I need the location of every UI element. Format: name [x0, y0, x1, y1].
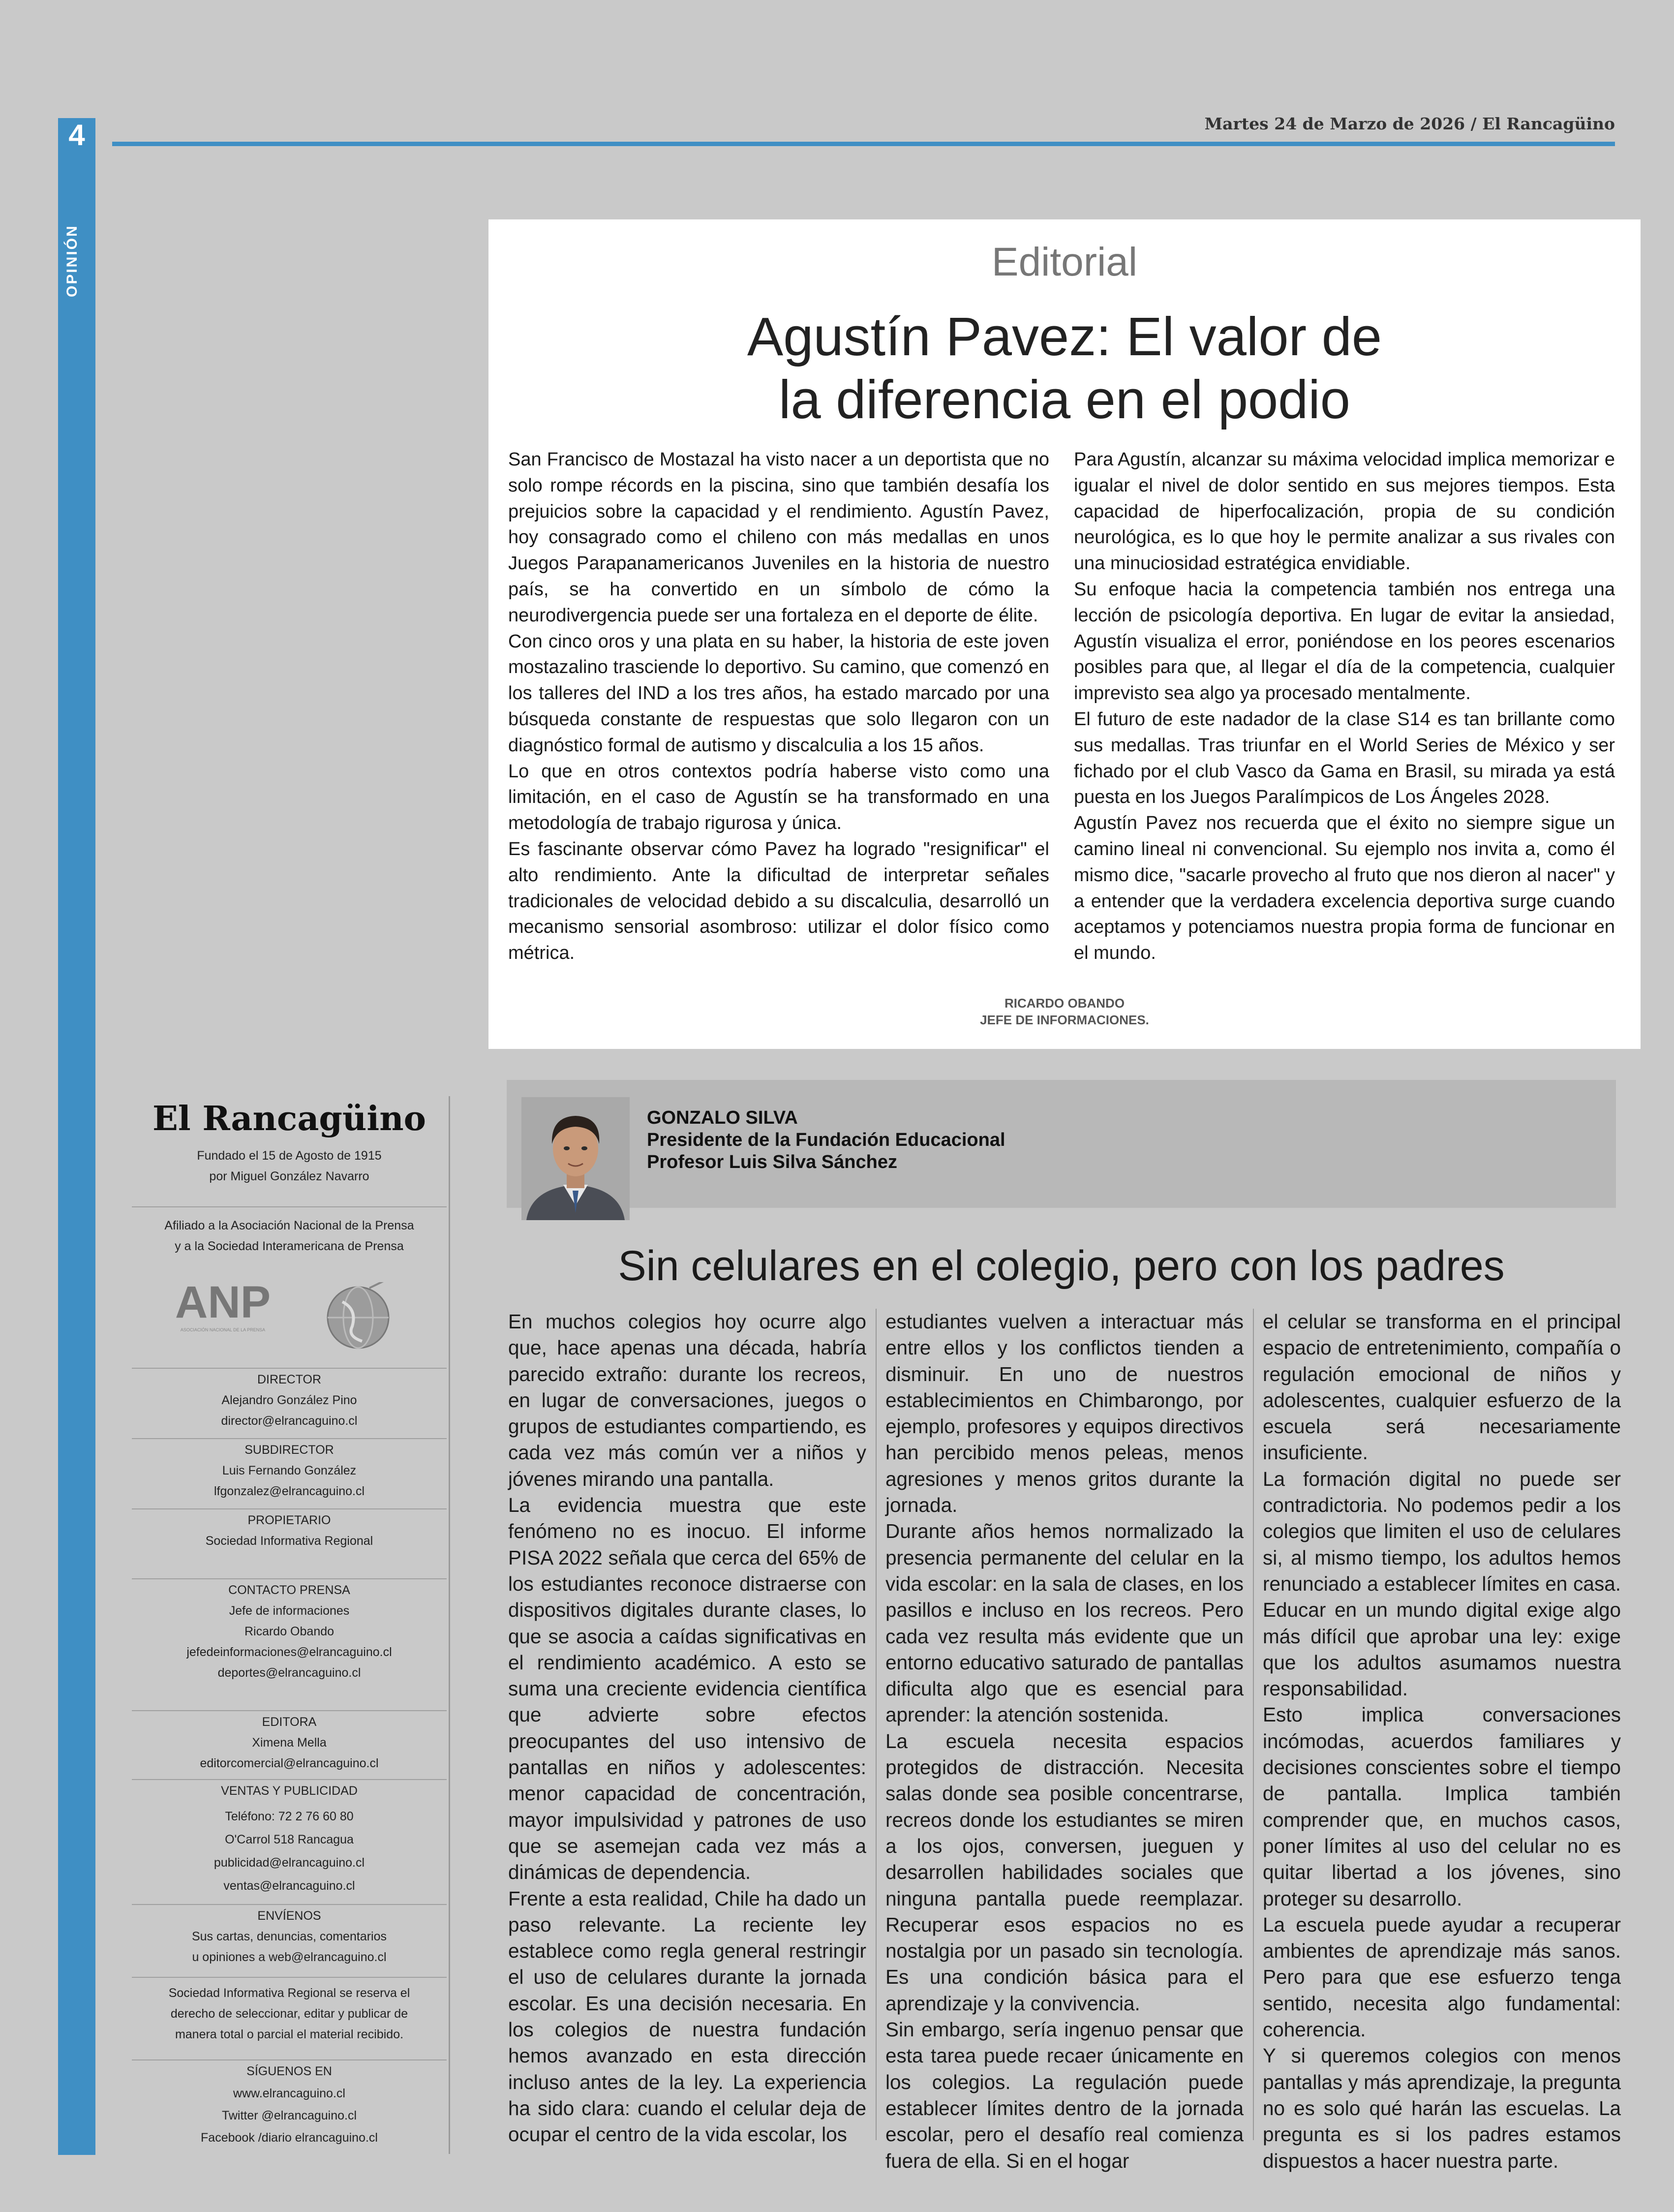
- author-role: Presidente de la Fundación Educacional: [647, 1130, 1005, 1150]
- follow-web-link[interactable]: www.elrancaguino.cl: [233, 2087, 345, 2100]
- director-name: Alejandro González Pino: [221, 1393, 357, 1407]
- divider: [132, 1904, 447, 1905]
- editorial-kicker: Editorial: [991, 240, 1138, 284]
- subdirector-label: SUBDIRECTOR: [244, 1443, 334, 1457]
- paragraph: La escuela puede ayudar a recuperar ambientes de aprendizaje más sanos. Pero para que ese esfuerzo tenga sentido, necesita algo fundamental: coherencia.: [1263, 1913, 1621, 2041]
- send-label: ENVÍENOS: [257, 1909, 321, 1923]
- paragraph: estudiantes vuelven a interactuar más entre ellos y los conflictos tienden a disminuir. En uno de nuestros establecimientos en Chimbarongo, por ejemplo, profesores y equipos directivos han percibido menos peleas, menos agresiones y menos gritos durante la jornada.: [885, 1310, 1244, 1517]
- disclaimer-text: Sociedad Informativa Regional se reserva el: [168, 1986, 410, 2000]
- divider: [132, 1508, 447, 1509]
- anp-logo-subtext: ASOCIACIÓN NACIONAL DE LA PRENSA: [180, 1327, 266, 1332]
- column-divider: [1253, 1309, 1254, 2140]
- director-label: DIRECTOR: [257, 1373, 322, 1386]
- section-label: OPINIÓN: [64, 224, 80, 297]
- paragraph: La escuela necesita espacios protegidos de distracción. Necesita salas donde sea posible concentrarse, recreos donde los estudiantes se miren a los ojos, conversen, jueguen y desarrollen habilidades sociales que ninguna pantalla puede reemplazar. Recuperar esos espacios no es nostalgia por un pasado sin tecnología. Es una condición básica para el aprendizaje y la convivencia.: [885, 1729, 1244, 2015]
- sales-phone: Teléfono: 72 2 76 60 80: [225, 1810, 354, 1823]
- editorial-title-line: Agustín Pavez: El valor de: [747, 307, 1382, 367]
- send-text: Sus cartas, denuncias, comentarios: [191, 1930, 387, 1943]
- divider: [132, 1368, 447, 1369]
- paragraph: Su enfoque hacia la competencia también nos entrega una lección de psicología deportiva. En lugar de evitar la ansiedad, Agustín visualiza el error, poniéndose en los peores escenarios posibles para que, al llegar el día de la competencia, cualquier imprevisto sea algo ya procesado mentalmente.: [1074, 579, 1615, 704]
- owner-label: PROPIETARIO: [247, 1513, 331, 1527]
- divider: [132, 2059, 447, 2060]
- header-rule: [112, 142, 1615, 146]
- divider: [132, 1438, 447, 1439]
- subdirector-name: Luis Fernando González: [222, 1464, 357, 1477]
- editorial-signature: [488, 995, 1641, 1028]
- director-email[interactable]: director@elrancaguino.cl: [221, 1414, 358, 1428]
- column-title: Sin celulares en el colegio, pero con los padres: [618, 1242, 1505, 1290]
- section-band: [58, 118, 95, 2155]
- editorial-column-1: [508, 447, 1049, 966]
- column-text-3: [1263, 1309, 1621, 2174]
- editorial-title: [587, 306, 1542, 431]
- subdirector-email[interactable]: lfgonzalez@elrancaguino.cl: [213, 1484, 365, 1498]
- sales-email[interactable]: ventas@elrancaguino.cl: [223, 1879, 355, 1893]
- press-label: CONTACTO PRENSA: [228, 1583, 350, 1597]
- paragraph: Y si queremos colegios con menos pantallas y más aprendizaje, la pregunta no es solo qué harán las escuelas. La pregunta es si los padres estamos dispuestos a hacer nuestra parte.: [1263, 2044, 1621, 2172]
- sales-email[interactable]: publicidad@elrancaguino.cl: [213, 1856, 365, 1870]
- founded-text: Fundado el 15 de Agosto de 1915: [197, 1149, 382, 1163]
- paragraph: La evidencia muestra que este fenómeno no es inocuo. El informe PISA 2022 señala que cerca del 65% de los estudiantes reconoce distraerse con dispositivos digitales durante clases, lo que se asocia a caídas significativas en el rendimiento académico. A esto se suma una creciente evidencia científica que advierte sobre efectos preocupantes del uso intensivo de pantallas en niños y adolescentes: menor capacidad de concentración, mayor impulsividad y patrones de uso que se asemejan cada vez más a dinámicas de dependencia.: [508, 1494, 866, 1884]
- paragraph: Agustín Pavez nos recuerda que el éxito no siempre sigue un camino lineal ni convencional. Su ejemplo nos invita a, como él mismo dice, "sacarle provecho al fruto que nos dieron al nacer" y a entender que la verdadera excelencia deportiva surge cuando aceptamos y potenciamos nuestra propia forma de funcionar en el mundo.: [1074, 813, 1615, 964]
- follow-facebook-link[interactable]: Facebook /diario elrancaguino.cl: [201, 2131, 378, 2145]
- anp-logo: [176, 1278, 270, 1352]
- paragraph: Esto implica conversaciones incómodas, acuerdos familiares y decisiones conscientes sobre el tiempo de pantalla. Implica también comprender que, en muchos casos, poner límites al uso del celular no es quitar libertad a los jóvenes, sino proteger su desarrollo.: [1263, 1703, 1621, 1910]
- paragraph: el celular se transforma en el principal espacio de entretenimiento, compañía o regulación emocional de niños y adolescentes, cualquier esfuerzo de la escuela será necesariamente insuficiente.: [1263, 1310, 1621, 1464]
- sales-label: VENTAS Y PUBLICIDAD: [221, 1784, 358, 1798]
- column-divider: [876, 1309, 877, 2140]
- paragraph: Para Agustín, alcanzar su máxima velocidad implica memorizar e igualar el nivel de dolor sentido en sus mejores tiempos. Esta capacidad de hiperfocalización, propia de su condición neurológica, es lo que hoy le permite analizar a sus rivales con una minuciosidad estratégica envidiable.: [1074, 449, 1615, 574]
- dateline: Martes 24 de Marzo de 2026 / El Rancagüino: [1204, 114, 1615, 133]
- divider: [132, 1206, 447, 1207]
- paragraph: En muchos colegios hoy ocurre algo que, hace apenas una década, habría parecido extraño: durante los recreos, en lugar de conversaciones, juegos o grupos de estudiantes compartiendo, es cada vez más común ver a niños y jóvenes mirando una pantalla.: [508, 1310, 866, 1490]
- paragraph: Es fascinante observar cómo Pavez ha logrado "resignificar" el alto rendimiento. Ante la dificultad de interpretar señales tradicionales de velocidad debido a su discalculia, desarrolló un mecanismo sensorial asombroso: utilizar el dolor físico como métrica.: [508, 838, 1049, 964]
- divider: [132, 1779, 447, 1780]
- paragraph: San Francisco de Mostazal ha visto nacer a un deportista que no solo rompe récords en la piscina, sino que también desafía los prejuicios sobre la capacidad y el rendimiento. Agustín Pavez, hoy consagrado como el chileno con más medallas en unos Juegos Parapanamericanos Juveniles en la historia de nuestro país, se ha convertido en un símbolo de cómo la neurodivergencia puede ser una fortaleza en el deporte de élite.: [508, 449, 1049, 626]
- disclaimer-text: manera total o parcial el material recibido.: [175, 2028, 404, 2041]
- paragraph: Lo que en otros contextos podría haberse visto como una limitación, en el caso de Agustín se ha transformado en una metodología de trabajo rigurosa y única.: [508, 761, 1049, 834]
- author-name: GONZALO SILVA: [647, 1107, 798, 1128]
- press-name: Ricardo Obando: [244, 1625, 335, 1638]
- signature-role: JEFE DE INFORMACIONES.: [980, 1013, 1149, 1027]
- affiliation-text: y a la Sociedad Interamericana de Prensa: [175, 1239, 404, 1253]
- press-email[interactable]: deportes@elrancaguino.cl: [217, 1666, 361, 1680]
- paragraph: La formación digital no puede ser contradictoria. No podemos pedir a los colegios que limiten el uso de celulares si, al mismo tiempo, los adultos hemos renunciado a establecer límites en casa. Educar en un mundo digital exige algo más difícil que aprobar una ley: exige que los adultos asumamos nuestra responsabilidad.: [1263, 1467, 1621, 1700]
- disclaimer-text: derecho de seleccionar, editar y publicar de: [170, 2007, 408, 2021]
- masthead-title: El Rancagüino: [152, 1099, 426, 1138]
- editorial-box: [488, 219, 1641, 1049]
- anp-logo-text: ANP: [176, 1278, 270, 1327]
- signature-name: RICARDO OBANDO: [1004, 996, 1125, 1011]
- paragraph: Durante años hemos normalizado la presencia permanente del celular en la vida escolar: en la sala de clases, en los pasillos e incluso en los recreos. Pero cada vez resulta más evidente que un entorno educativo saturado de pantallas dificulta algo que es esencial para aprender: la atención sostenida.: [885, 1520, 1244, 1726]
- paragraph: Con cinco oros y una plata en su haber, la historia de este joven mostazalino trasciende lo deportivo. Su camino, que comenzó en los talleres del IND a los tres años, ha estado marcado por una búsqueda constante de respuestas que solo llegaron con un diagnóstico formal de autismo y discalculia a los 15 años.: [508, 631, 1049, 756]
- page-number: 4: [68, 119, 85, 152]
- divider: [132, 1578, 447, 1579]
- divider: [132, 1710, 447, 1711]
- divider: [132, 1977, 447, 1978]
- paragraph: Sin embargo, sería ingenuo pensar que esta tarea puede recaer únicamente en los colegios. La regulación puede establecer límites dentro de la jornada escolar, pero el desafío real comienza fuera de ella. Si en el hogar: [885, 2018, 1244, 2172]
- send-text: u opiniones a web@elrancaguino.cl: [192, 1950, 387, 1964]
- affiliation-text: Afiliado a la Asociación Nacional de la Prensa: [164, 1219, 414, 1232]
- author-info: [647, 1107, 1005, 1173]
- editor-label: EDITORA: [262, 1715, 317, 1729]
- editor-name: Ximena Mella: [252, 1736, 327, 1750]
- editorial-column-2: [1074, 447, 1615, 966]
- owner-name: Sociedad Informativa Regional: [205, 1534, 373, 1548]
- sales-address: O'Carrol 518 Rancagua: [225, 1833, 354, 1846]
- column-text-2: [885, 1309, 1244, 2174]
- masthead: [127, 1096, 452, 2154]
- follow-label: SÍGUENOS EN: [246, 2064, 332, 2078]
- author-photo: [521, 1097, 630, 1220]
- paragraph: El futuro de este nadador de la clase S14 es tan brillante como sus medallas. Tras triunfar en el World Series de México y ser fichado por el club Vasco da Gama en Brasil, su mirada ya está puesta en los Juegos Paralímpicos de Los Ángeles 2028.: [1074, 708, 1615, 808]
- globe-icon: [323, 1282, 394, 1353]
- paragraph: Frente a esta realidad, Chile ha dado un paso relevante. La reciente ley establece como regla general restringir el uso de celulares durante la jornada escolar. Es una decisión necesaria. En los colegios de nuestra fundación hemos avanzado en esta dirección incluso antes de la ley. La experiencia ha sido clara: cuando el celular deja de ocupar el centro de la vida escolar, los: [508, 1887, 866, 2146]
- founder-text: por Miguel González Navarro: [209, 1169, 369, 1183]
- follow-twitter-link[interactable]: Twitter @elrancaguino.cl: [221, 2109, 357, 2122]
- press-email[interactable]: jefedeinformaciones@elrancaguino.cl: [186, 1645, 392, 1659]
- column-text-1: [508, 1309, 866, 2148]
- editor-email[interactable]: editorcomercial@elrancaguino.cl: [200, 1756, 379, 1770]
- author-header: [507, 1080, 1616, 1208]
- press-role: Jefe de informaciones: [229, 1604, 350, 1618]
- editorial-title-line: la diferencia en el podio: [779, 369, 1350, 430]
- author-role: Profesor Luis Silva Sánchez: [647, 1152, 897, 1172]
